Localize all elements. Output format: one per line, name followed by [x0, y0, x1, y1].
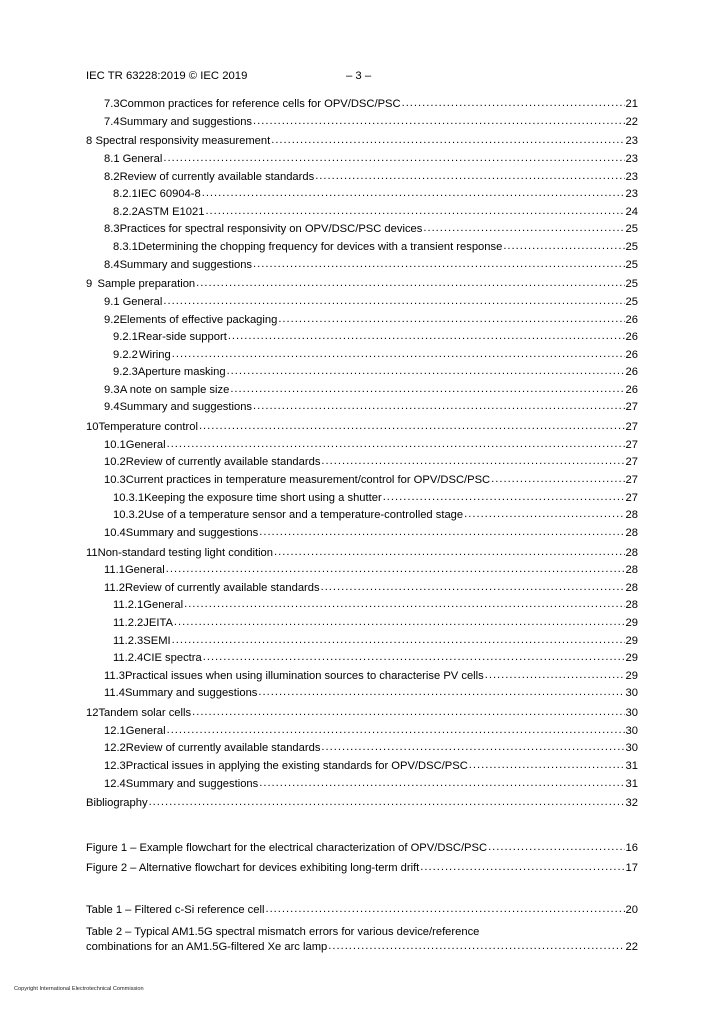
- toc-entry-page: 23: [625, 188, 638, 201]
- toc-entry-page: 22: [625, 940, 638, 953]
- toc-entry[interactable]: [86, 399, 638, 417]
- toc-entry-number: 11: [86, 546, 98, 559]
- toc-entry-number: 9.2.2: [113, 348, 138, 361]
- toc-entry-number: 9.1: [104, 295, 120, 308]
- toc-entry-page: 29: [625, 616, 638, 629]
- toc-entry-title: Figure 1 – Example flowchart for the electrical characterization of OPV/DSC/PSC: [86, 842, 488, 854]
- toc-entry[interactable]: [86, 382, 638, 400]
- toc-entry-page: 27: [625, 491, 638, 504]
- toc-entry[interactable]: [86, 151, 638, 169]
- toc-entry-page: 25: [625, 223, 638, 236]
- leader-dots: [253, 398, 625, 416]
- toc-entry-number: 8.2.1: [113, 188, 138, 201]
- toc-entry-page: 26: [625, 383, 638, 396]
- toc-entry-number: 12.2: [104, 742, 126, 755]
- toc-entry[interactable]: [86, 312, 638, 330]
- leader-dots: [259, 775, 624, 793]
- toc-entry-number: 9.4: [104, 401, 120, 414]
- toc-entry-page: 24: [625, 205, 638, 218]
- leader-dots: [485, 667, 625, 685]
- toc-entry[interactable]: [86, 133, 638, 151]
- toc-entry-title: Bibliography: [86, 797, 148, 810]
- leader-dots: [205, 203, 624, 221]
- toc-entry-number: 10.4: [104, 526, 126, 539]
- toc-entry-page: 16: [625, 842, 638, 854]
- leader-dots: [383, 489, 625, 507]
- toc-entry-title: Practices for spectral responsivity on OPV/DSC/PSC devices: [119, 223, 423, 236]
- toc-entry-title: Review of currently available standards: [125, 742, 321, 755]
- toc-entry-title: Summary and suggestions: [125, 777, 259, 790]
- toc-entry-page: 26: [625, 366, 638, 379]
- toc-entry-number: 10: [86, 421, 99, 434]
- leader-dots: [491, 471, 624, 489]
- toc-entry-title: Summary and suggestions: [125, 526, 259, 539]
- toc-entry-page: 25: [625, 240, 638, 253]
- leader-dots: [328, 939, 624, 954]
- table-of-contents: [86, 96, 638, 813]
- leader-dots: [423, 220, 624, 238]
- toc-entry[interactable]: [86, 204, 638, 222]
- toc-entry-number: 10.2: [104, 456, 126, 469]
- toc-entry-number: 10.3: [104, 474, 126, 487]
- toc-entry-title: SEMI: [143, 634, 171, 647]
- toc-entry-title: Elements of effective packaging: [119, 313, 278, 326]
- running-header: IEC TR 63228:2019 © IEC 2019: [86, 70, 248, 82]
- toc-entry[interactable]: [86, 685, 638, 703]
- toc-entry[interactable]: [86, 114, 638, 132]
- toc-entry[interactable]: [86, 758, 638, 776]
- toc-entry-number: 11.2.1: [113, 599, 144, 612]
- toc-entry-number: 11.2: [104, 581, 125, 594]
- toc-entry-number: 8.4: [104, 258, 120, 271]
- toc-entry-page: 25: [625, 278, 638, 291]
- toc-entry-title: Tandem solar cells: [98, 707, 192, 720]
- leader-dots: [469, 757, 625, 775]
- toc-entry-page: 28: [625, 546, 638, 559]
- leader-dots: [163, 150, 624, 168]
- toc-entry-title: CIE spectra: [143, 652, 202, 665]
- leader-dots: [402, 95, 625, 113]
- toc-entry-table-1[interactable]: [86, 902, 638, 920]
- toc-entry-page: 26: [625, 331, 638, 344]
- toc-entry-title: Rear-side support: [137, 331, 227, 344]
- leader-dots: [167, 722, 625, 740]
- leader-dots: [271, 132, 624, 150]
- toc-entry-page: 28: [625, 599, 638, 612]
- toc-entry-page: 30: [625, 687, 638, 700]
- list-of-tables: [86, 902, 638, 955]
- toc-entry-page: 28: [625, 509, 638, 522]
- toc-entry[interactable]: [86, 294, 638, 312]
- toc-entry-number: 9.2.1: [113, 331, 138, 344]
- leader-dots: [265, 901, 624, 919]
- toc-entry-number: 8: [86, 135, 93, 148]
- toc-entry[interactable]: [86, 615, 638, 633]
- leader-dots: [253, 113, 625, 131]
- leader-dots: [174, 614, 625, 632]
- toc-entry[interactable]: [86, 257, 638, 275]
- toc-entry-title-line-2: combinations for an AM1.5G-filtered Xe arc lamp: [86, 940, 328, 953]
- toc-entry[interactable]: [86, 454, 638, 472]
- toc-entry-page: 28: [625, 581, 638, 594]
- toc-entry-page: 29: [625, 669, 638, 682]
- toc-entry[interactable]: [86, 633, 638, 651]
- toc-entry-title: Aperture masking: [137, 366, 226, 379]
- leader-dots: [196, 275, 624, 293]
- toc-entry-page: 22: [625, 115, 638, 128]
- leader-dots: [420, 859, 624, 877]
- toc-entry-title: Summary and suggestions: [119, 258, 253, 271]
- toc-entry[interactable]: [86, 490, 638, 508]
- toc-entry-number: 11.2.3: [113, 634, 144, 647]
- toc-entry-number: 10.3.1: [113, 491, 145, 504]
- toc-entry[interactable]: [86, 364, 638, 382]
- toc-entry[interactable]: [86, 525, 638, 543]
- leader-dots: [259, 524, 624, 542]
- toc-entry-page: 20: [625, 904, 638, 916]
- leader-dots: [163, 293, 624, 311]
- leader-dots: [192, 704, 624, 722]
- leader-dots: [172, 346, 625, 364]
- toc-entry-page: 28: [625, 526, 638, 539]
- toc-entry-page: 31: [625, 759, 638, 772]
- toc-entry-title: General: [125, 438, 166, 451]
- toc-entry-number: 8.2: [104, 170, 120, 183]
- toc-entry[interactable]: [86, 740, 638, 758]
- toc-entry[interactable]: [86, 795, 638, 813]
- toc-entry-number: 12.4: [104, 777, 126, 790]
- toc-entry-number: 8.3: [104, 223, 120, 236]
- leader-dots: [503, 238, 624, 256]
- toc-entry-page: 28: [625, 564, 638, 577]
- toc-entry-page: 30: [625, 742, 638, 755]
- toc-entry-title: General: [124, 564, 165, 577]
- leader-dots: [488, 839, 624, 857]
- toc-entry-number: 11.2.2: [113, 616, 144, 629]
- toc-entry-title: Table 1 – Filtered c-Si reference cell: [86, 904, 265, 916]
- leader-dots: [167, 436, 625, 454]
- leader-dots: [278, 311, 624, 329]
- leader-dots: [274, 544, 625, 562]
- toc-entry-title: Practical issues when using illumination sources to characterise PV cells: [124, 669, 484, 682]
- list-of-figures: [86, 840, 638, 877]
- toc-entry-title: Review of currently available standards: [124, 581, 320, 594]
- toc-entry-number: 8.2.2: [113, 205, 138, 218]
- toc-entry-number: 9.2.3: [113, 366, 138, 379]
- toc-entry-page: 30: [625, 724, 638, 737]
- toc-entry-page: 31: [625, 777, 638, 790]
- toc-entry-page: 32: [625, 797, 638, 810]
- toc-entry-title: General: [125, 724, 166, 737]
- toc-entry-number: 9.3: [104, 383, 120, 396]
- toc-entry-number: 8.1: [104, 152, 120, 165]
- toc-entry[interactable]: [86, 472, 638, 490]
- leader-dots: [203, 649, 625, 667]
- toc-entry-page: 27: [625, 474, 638, 487]
- toc-entry-title: Sample preparation: [97, 278, 196, 291]
- leader-dots: [230, 381, 624, 399]
- toc-entry-title: Spectral responsivity measurement: [95, 135, 271, 148]
- toc-entry[interactable]: [86, 650, 638, 668]
- toc-entry-page: 25: [625, 295, 638, 308]
- toc-entry-number: 10.1: [104, 438, 126, 451]
- toc-entry-number: 8.3.1: [113, 240, 138, 253]
- toc-entry-page: 27: [625, 438, 638, 451]
- toc-entry[interactable]: [86, 597, 638, 615]
- toc-entry[interactable]: [86, 169, 638, 187]
- toc-entry-title: Keeping the exposure time short using a shutter: [144, 491, 382, 504]
- toc-entry-page: 21: [625, 98, 638, 110]
- toc-entry[interactable]: [86, 347, 638, 365]
- toc-entry-number: 10.3.2: [113, 509, 145, 522]
- leader-dots: [184, 596, 624, 614]
- leader-dots: [321, 453, 624, 471]
- toc-entry-table-2[interactable]: [86, 925, 638, 955]
- toc-entry-page: 27: [625, 456, 638, 469]
- toc-entry-title: Review of currently available standards: [125, 456, 321, 469]
- leader-dots: [258, 684, 624, 702]
- toc-entry-title: Summary and suggestions: [124, 687, 258, 700]
- toc-entry[interactable]: [86, 239, 638, 257]
- leader-dots: [464, 506, 624, 524]
- toc-entry-title: IEC 60904-8: [137, 188, 201, 201]
- toc-entry-page: 29: [625, 652, 638, 665]
- toc-entry-figure-2[interactable]: [86, 860, 638, 878]
- toc-entry-title: Summary and suggestions: [119, 115, 253, 128]
- toc-entry-title: JEITA: [143, 616, 173, 629]
- toc-entry[interactable]: [86, 723, 638, 741]
- page-number: – 3 –: [346, 70, 372, 82]
- toc-entry[interactable]: [86, 507, 638, 525]
- toc-entry-title: Common practices for reference cells for OPV/DSC/PSC: [119, 98, 401, 110]
- toc-entry[interactable]: [86, 186, 638, 204]
- toc-entry-title: Current practices in temperature measurement/control for OPV/DSC/PSC: [125, 474, 491, 487]
- toc-entry-page: 23: [625, 135, 638, 148]
- toc-entry-page: 26: [625, 348, 638, 361]
- toc-entry-title-line-1: Table 2 – Typical AM1.5G spectral mismatch errors for various device/reference: [86, 925, 480, 938]
- leader-dots: [149, 794, 625, 812]
- toc-entry-number: 9: [86, 278, 93, 291]
- toc-entry-number: 12.3: [104, 759, 126, 772]
- toc-entry-figure-1[interactable]: [86, 840, 638, 858]
- toc-entry-title: General: [122, 152, 163, 165]
- leader-dots: [199, 418, 625, 436]
- toc-entry-number: 12.1: [104, 724, 126, 737]
- toc-entry-title: General: [122, 295, 163, 308]
- copyright-notice: Copyright International Electrotechnical Commission: [14, 986, 144, 992]
- leader-dots: [227, 363, 625, 381]
- leader-dots: [321, 579, 625, 597]
- toc-entry-page: 25: [625, 258, 638, 271]
- toc-entry-title: Practical issues in applying the existing standards for OPV/DSC/PSC: [125, 759, 468, 772]
- toc-entry-number: 9.2: [104, 313, 120, 326]
- toc-entry-page: 23: [625, 152, 638, 165]
- toc-entry-number: 11.3: [104, 669, 125, 682]
- leader-dots: [321, 739, 624, 757]
- toc-entry-title: Use of a temperature sensor and a temperature-controlled stage: [144, 509, 464, 522]
- toc-entry-title: Determining the chopping frequency for devices with a transient response: [137, 240, 503, 253]
- toc-entry-page: 17: [625, 861, 638, 874]
- leader-dots: [202, 185, 625, 203]
- toc-entry[interactable]: [86, 545, 638, 563]
- leader-dots: [253, 256, 625, 274]
- toc-entry-title: Temperature control: [98, 421, 198, 434]
- toc-entry-title: Non-standard testing light condition: [97, 546, 274, 559]
- leader-dots: [172, 632, 625, 650]
- toc-entry[interactable]: [86, 96, 638, 114]
- toc-entry-title: Summary and suggestions: [119, 401, 253, 414]
- leader-dots: [315, 168, 624, 186]
- toc-entry-page: 30: [625, 707, 638, 720]
- toc-entry-page: 23: [625, 170, 638, 183]
- toc-entry[interactable]: [86, 276, 638, 294]
- toc-entry[interactable]: [86, 437, 638, 455]
- toc-entry[interactable]: [86, 419, 638, 437]
- toc-entry[interactable]: [86, 580, 638, 598]
- toc-entry-number: 11.1: [104, 564, 125, 577]
- toc-entry[interactable]: [86, 705, 638, 723]
- toc-entry-page: 29: [625, 634, 638, 647]
- toc-entry-number: 11.2.4: [113, 652, 144, 665]
- toc-entry-number: 7.3: [104, 98, 120, 110]
- toc-entry-number: 7.4: [104, 115, 120, 128]
- toc-entry-title: Figure 2 – Alternative flowchart for devices exhibiting long-term drift: [86, 861, 420, 874]
- toc-entry-title: A note on sample size: [119, 383, 230, 396]
- toc-entry-title: Wiring: [139, 348, 171, 361]
- toc-entry[interactable]: [86, 562, 638, 580]
- toc-entry-page: 27: [625, 421, 638, 434]
- toc-entry-title: Review of currently available standards: [119, 170, 315, 183]
- toc-entry[interactable]: [86, 668, 638, 686]
- leader-dots: [228, 328, 625, 346]
- toc-entry-title: General: [143, 599, 184, 612]
- toc-entry[interactable]: [86, 776, 638, 794]
- toc-entry-number: 12: [86, 707, 99, 720]
- toc-entry-number: 11.4: [104, 687, 125, 700]
- leader-dots: [166, 561, 625, 579]
- toc-entry[interactable]: [86, 329, 638, 347]
- toc-entry-page: 26: [625, 313, 638, 326]
- toc-entry-page: 27: [625, 401, 638, 414]
- toc-entry[interactable]: [86, 221, 638, 239]
- toc-entry-title: ASTM E1021: [137, 205, 205, 218]
